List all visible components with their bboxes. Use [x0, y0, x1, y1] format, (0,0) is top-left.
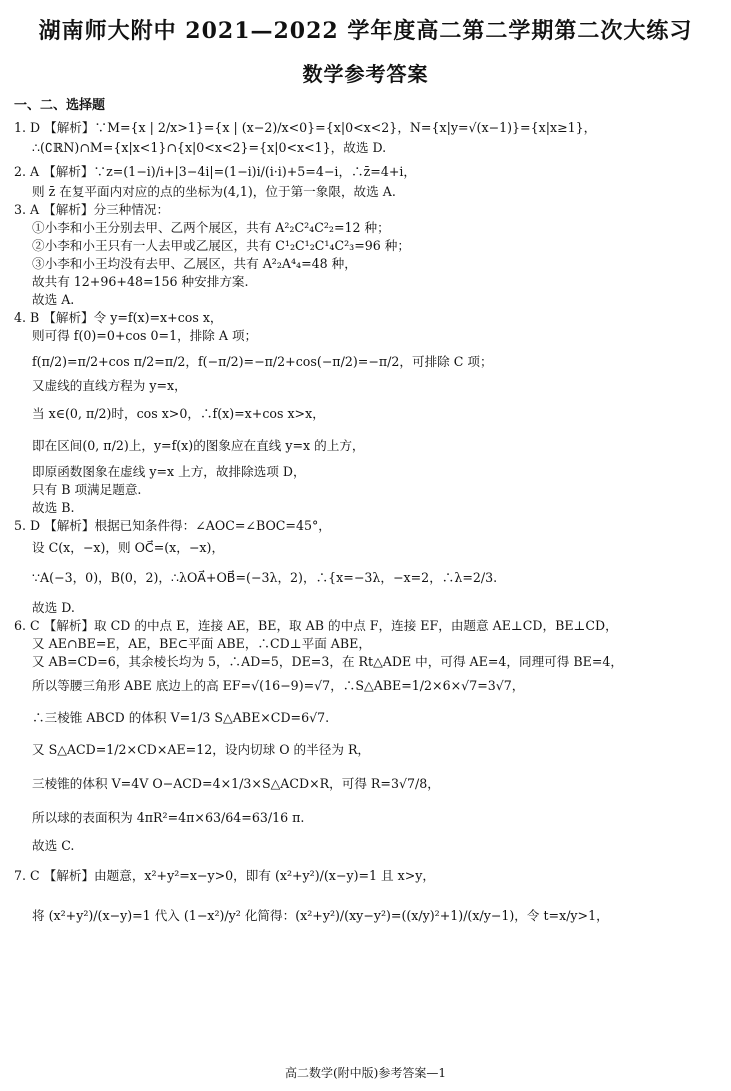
answer-line: 将 (x²+y²)/(x−y)=1 代入 (1−x²)/y² 化简得：(x²+y²)/(xy−y²)=((x/y)²+1)/(x/y−1)，令 t=x/y>1，	[32, 908, 609, 923]
answer-line: 6. C 【解析】取 CD 的中点 E，连接 AE，BE，取 AB 的中点 F，连接 EF，由题意 AE⊥CD，BE⊥CD，	[14, 618, 618, 633]
answer-content	[14, 94, 720, 927]
answer-line: 又 AE∩BE=E，AE，BE⊂平面 ABE，∴CD⊥平面 ABE，	[32, 636, 371, 651]
answer-5	[14, 517, 720, 617]
answer-line: 2. A 【解析】∵z=(1−i)/i+|3−4i|=(1−i)i/(i·i)+5=4−i，∴z̄=4+i，	[14, 164, 417, 179]
page-title: 湖南师大附中 2021—2022 学年度高二第二学期第二次大练习	[38, 18, 693, 44]
answer-line: 故选 A.	[32, 292, 75, 307]
page-footer: 高二数学(附中版)参考答案—1	[285, 1066, 446, 1080]
answer-line: 只有 B 项满足题意.	[32, 482, 142, 497]
answer-line: ∴三棱锥 ABCD 的体积 V=1/3 S△ABE×CD=6√7.	[32, 710, 330, 725]
answer-line: 3. A 【解析】分三种情况：	[14, 202, 170, 217]
answer-line: 则 z̄ 在复平面内对应的点的坐标为(4,1)，位于第一象限，故选 A.	[32, 184, 396, 199]
answer-line: ③小李和小王均没有去甲、乙展区，共有 A²₂A⁴₄=48 种，	[32, 256, 357, 271]
answer-line: 5. D 【解析】根据已知条件得：∠AOC=∠BOC=45°，	[14, 518, 331, 533]
answer-line: ①小李和小王分别去甲、乙两个展区，共有 A²₂C²₄C²₂=12 种；	[32, 220, 390, 235]
answer-line: 4. B 【解析】令 y=f(x)=x+cos x，	[14, 310, 223, 325]
answer-line: 又 S△ACD=1/2×CD×AE=12，设内切球 O 的半径为 R，	[32, 742, 371, 757]
answer-line: ∴(∁ℝN)∩M={x|x<1}∩{x|0<x<2}={x|0<x<1}，故选 D.	[32, 140, 387, 155]
answer-line: 即原函数图象在虚线 y=x 上方，故排除选项 D，	[32, 464, 306, 479]
answer-line: 故选 B.	[32, 500, 75, 515]
answer-line: 故选 D.	[32, 600, 75, 615]
answer-line: 故共有 12+96+48=156 种安排方案.	[32, 274, 249, 289]
answer-4	[14, 309, 720, 517]
answer-line: 则可得 f(0)=0+cos 0=1，排除 A 项；	[32, 328, 258, 343]
answer-line: 又 AB=CD=6，其余棱长均为 5，∴AD=5，DE=3，在 Rt△ADE 中，可得 AE=4，同理可得 BE=4，	[32, 654, 623, 669]
answer-7	[14, 865, 720, 927]
answer-line: ②小李和小王只有一人去甲或乙展区，共有 C¹₂C¹₂C¹₄C²₃=96 种；	[32, 238, 410, 253]
answer-1	[14, 117, 720, 157]
answer-line: 故选 C.	[32, 838, 75, 853]
answer-line: 三棱锥的体积 V=4V O−ACD=4×1/3×S△ACD×R，可得 R=3√7/8，	[32, 776, 440, 791]
answer-line: 设 C(x，−x)，则 OC⃗=(x，−x)，	[32, 540, 225, 555]
answer-line: ∵A(−3，0)，B(0，2)，∴λOA⃗+OB⃗=(−3λ，2)，∴{x=−3λ，−x=2，∴λ=2/3.	[32, 570, 498, 585]
answer-6	[14, 617, 720, 855]
answer-line: f(π/2)=π/2+cos π/2=π/2，f(−π/2)=−π/2+cos(−π/2)=−π/2，可排除 C 项；	[32, 354, 493, 369]
answer-line: 7. C 【解析】由题意，x²+y²=x−y>0，即有 (x²+y²)/(x−y)=1 且 x>y，	[14, 868, 436, 883]
page-subtitle: 数学参考答案	[302, 62, 429, 86]
answer-line: 1. D 【解析】∵M={x | 2/x>1}={x | (x−2)/x<0}={x|0<x<2}，N={x|y=√(x−1)}={x|x≥1}，	[14, 120, 597, 135]
answer-3	[14, 201, 720, 309]
answer-line: 又虚线的直线方程为 y=x，	[32, 378, 187, 393]
answer-line: 所以球的表面积为 4πR²=4π×63/64=63/16 π.	[32, 810, 305, 825]
section-heading: 一、二、选择题	[14, 98, 106, 113]
answer-2	[14, 161, 720, 201]
answer-line: 所以等腰三角形 ABE 底边上的高 EF=√(16−9)=√7，∴S△ABE=1/2×6×√7=3√7，	[32, 678, 525, 693]
answer-line: 当 x∈(0, π/2)时，cos x>0，∴f(x)=x+cos x>x，	[32, 406, 325, 421]
answer-line: 即在区间(0, π/2)上，y=f(x)的图象应在直线 y=x 的上方，	[32, 438, 365, 453]
